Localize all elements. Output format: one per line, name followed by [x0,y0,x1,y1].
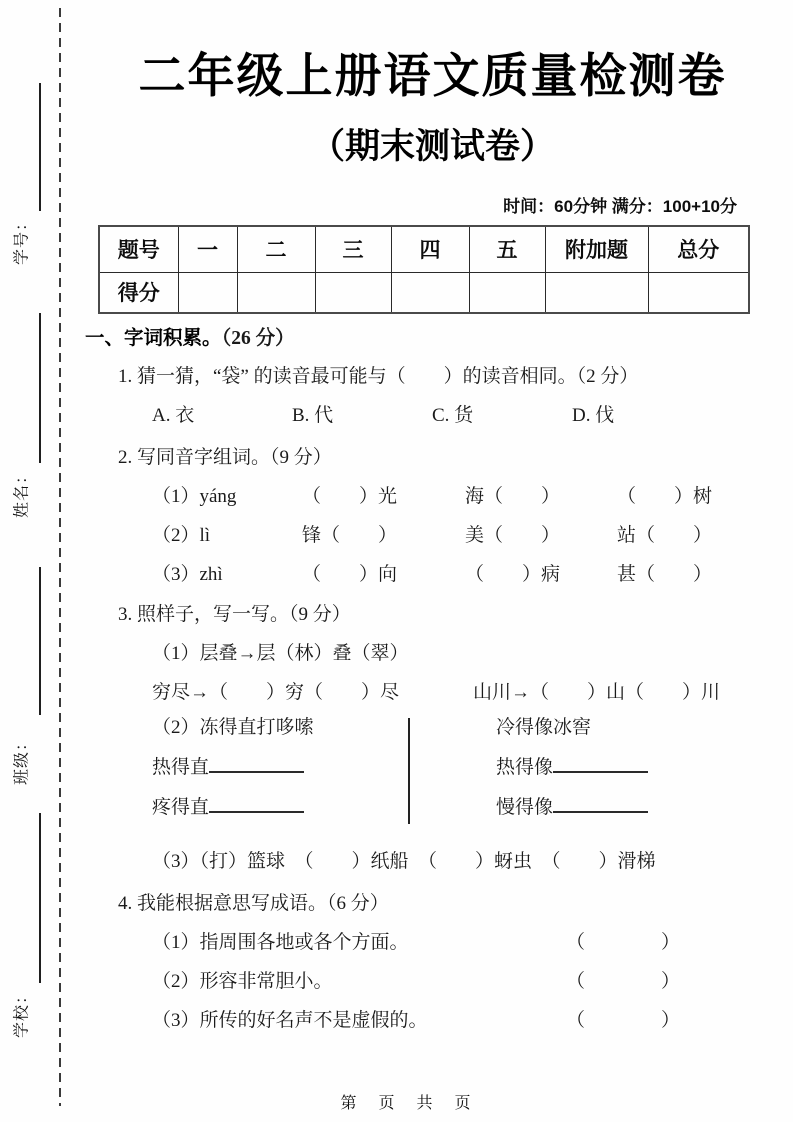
idiom-item [80,1008,680,1034]
score-cell-empty [545,272,648,313]
exam-content [80,50,785,1034]
pattern-blank: 穷尽→（ ）穷（ ）尽 [152,682,400,704]
name-blank-line [39,313,41,463]
idiom-clue: （2）形容非常胆小。 [152,971,333,993]
pattern-blank: 山川→（ ）山（ ）川 [473,682,721,704]
score-header-cell: 四 [391,226,469,272]
answer-underline [209,795,304,813]
score-row-label: 得分 [99,272,178,313]
score-cell-empty [391,272,469,313]
score-table-header-row [99,226,749,272]
name-label: 姓名： [13,467,31,519]
word-blank: （ ）向 [302,564,398,586]
score-header-cell: 三 [315,226,391,272]
school-blank-line [39,813,41,983]
idiom-clue: （1）指周围各地或各个方面。 [152,932,409,954]
option-c: C. 货 [432,405,474,427]
page-subtitle: （期末测试卷） [309,126,555,166]
class-blank-line [39,567,41,715]
word-blank: （ ）树 [617,486,713,508]
word-blank: 站（ ） [617,525,713,547]
option-a: A. 衣 [152,405,195,427]
section1-title: 一、字词积累。 [85,327,222,350]
question-1-options [80,403,785,429]
word-blank: 甚（ ） [617,564,713,586]
score-header-cell: 附加题 [545,226,648,272]
score-header-cell: 五 [469,226,545,272]
score-table-score-row [99,272,749,313]
question-4-text: 4. 我能根据意思写成语。（6 分） [118,893,389,915]
word-blank: 美（ ） [465,525,561,547]
fill-line [496,755,648,795]
word-pattern-row [80,680,785,706]
idiom-item [80,969,680,995]
option-d: D. 伐 [572,405,615,427]
idiom-item [80,930,680,956]
student-id-label: 学号： [13,214,31,266]
dashed-cut-line [59,8,61,1106]
question-1-text: 1. 猜一猜，“袋” 的读音最可能与（ ）的读音相同。（2 分） [118,366,639,388]
fill-line [152,795,408,835]
pinyin-label: （1）yáng [152,486,237,508]
fill-prefix: 热得直 [152,757,210,779]
score-cell-empty [178,272,237,313]
word-blank: 海（ ） [465,486,561,508]
question-2-text: 2. 写同音字组词。（9 分） [118,447,332,469]
idiom-answer-parens: （ ） [565,1010,680,1032]
question-3-text: 3. 照样子，写一写。（9 分） [118,604,351,626]
comparison-right-column [496,715,648,835]
homophone-row [80,523,785,549]
homophone-row [80,484,785,510]
column-divider-line [408,718,410,824]
section1-heading [85,326,785,351]
class-label: 班级： [13,734,31,786]
exam-meta: 时间：60分钟 满分：100+10分 [503,197,737,217]
answer-underline [553,795,648,813]
option-b: B. 代 [292,405,334,427]
example-line: （1）层叠→层（林）叠（翠） [152,643,409,665]
homophone-row [80,562,785,588]
fill-prefix: 热得像 [496,757,554,779]
score-header-cell: 总分 [648,226,749,272]
pinyin-label: （3）zhì [152,564,223,586]
fill-prefix: 慢得像 [496,797,554,819]
score-cell-empty [469,272,545,313]
idiom-clue: （3）所传的好名声不是虚假的。 [152,1010,428,1032]
page-title: 二年级上册语文质量检测卷 [138,49,727,102]
answer-underline [209,755,304,773]
fill-prefix: 疼得直 [152,797,210,819]
comparison-left-column [152,715,408,835]
score-header-cell: 题号 [99,226,178,272]
idiom-answer-parens: （ ） [565,932,680,954]
score-cell-empty [648,272,749,313]
word-blank: （ ）光 [302,486,398,508]
score-header-cell: 二 [237,226,315,272]
school-label: 学校： [13,987,31,1039]
score-cell-empty [315,272,391,313]
section1-points: （26 分） [221,328,295,350]
pinyin-label: （2）lì [152,525,211,547]
student-id-blank-line [39,83,41,211]
score-header-cell: 一 [178,226,237,272]
score-table [98,225,750,314]
fill-line [496,795,648,835]
comparison-example: （2）冻得直打哆嗦 [152,717,314,739]
score-cell-empty [237,272,315,313]
verb-noun-row: （3）（打）篮球 （ ）纸船 （ ）蚜虫 （ ）滑梯 [152,851,656,873]
comparison-example: 冷得像冰窖 [496,717,592,739]
fill-line [152,755,408,795]
comparison-block [80,715,785,835]
answer-underline [553,755,648,773]
word-blank: （ ）病 [465,564,561,586]
word-blank: 锋（ ） [302,525,398,547]
idiom-answer-parens: （ ） [565,971,680,993]
page-footer: 第 页 共 页 [340,1095,480,1112]
